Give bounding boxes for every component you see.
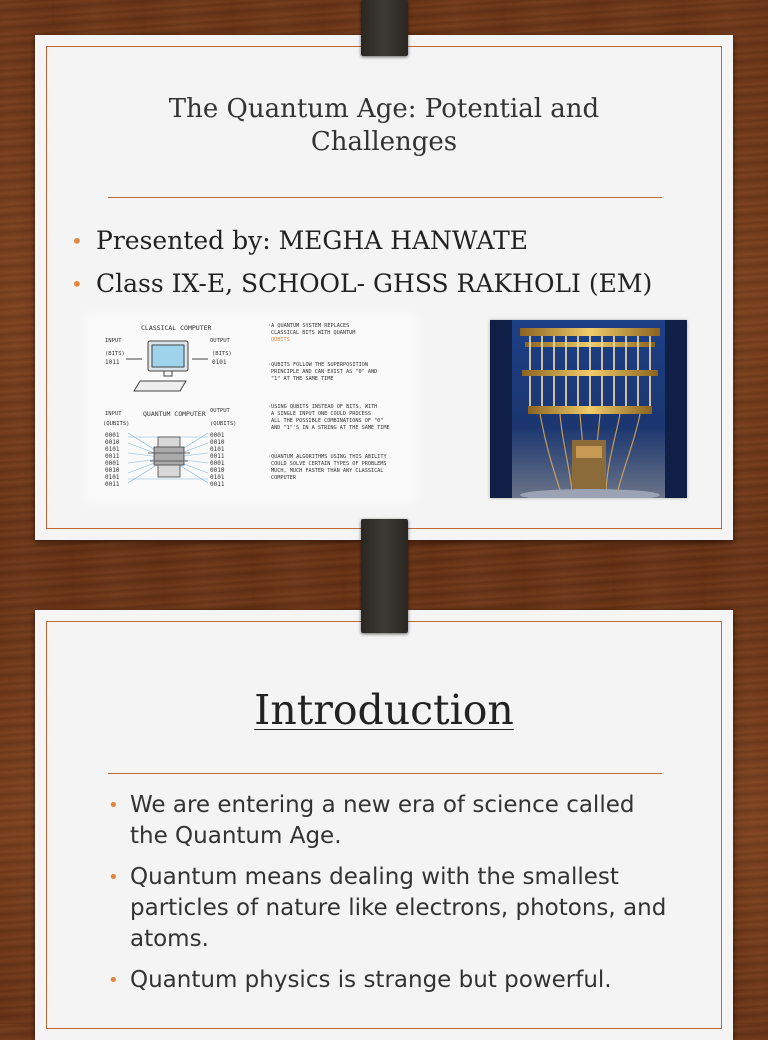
quantum-chip-icon (148, 437, 190, 477)
svg-text:·A QUANTUM SYSTEM REPLACES: ·A QUANTUM SYSTEM REPLACES (268, 323, 350, 329)
input-label: INPUT (105, 338, 122, 344)
svg-text:0101: 0101 (105, 474, 120, 481)
svg-text:·QUBITS FOLLOW THE SUPERPOSITI: ·QUBITS FOLLOW THE SUPERPOSITION (268, 362, 368, 368)
svg-text:CLASSICAL BITS WITH QUANTUM: CLASSICAL BITS WITH QUANTUM (271, 330, 356, 336)
svg-text:AND "1"'S IN A STRING AT THE S: AND "1"'S IN A STRING AT THE SAME TIME (271, 425, 390, 431)
binder-clip (361, 519, 408, 633)
svg-text:0001: 0001 (105, 460, 120, 467)
svg-text:0011: 0011 (105, 453, 120, 460)
svg-text:0010: 0010 (210, 439, 225, 446)
bullet-text: Quantum means dealing with the smallest particles of nature like electrons, photons, and atoms. (130, 864, 667, 952)
title-divider (108, 773, 662, 774)
slide-2 (35, 610, 733, 1040)
svg-text:0011: 0011 (210, 453, 225, 460)
bullet-text: Quantum physics is strange but powerful. (130, 967, 612, 993)
bits-label: (BITS) (105, 351, 125, 357)
classical-vs-quantum-sketch (90, 319, 412, 497)
quantum-output-values (210, 432, 225, 488)
svg-text:"1" AT THE SAME TIME: "1" AT THE SAME TIME (271, 376, 334, 382)
bullet-icon: • (108, 795, 119, 816)
slide-title: Introduction (254, 686, 514, 734)
bullet-text: Class IX-E, SCHOOL- GHSS RAKHOLI (EM) (96, 269, 653, 298)
bullet-icon: • (71, 272, 83, 296)
input-label: INPUT (105, 411, 122, 417)
svg-text:0101: 0101 (210, 446, 225, 453)
svg-text:0010: 0010 (105, 467, 120, 474)
svg-text:0001: 0001 (210, 460, 225, 467)
computer-icon (126, 341, 208, 391)
svg-text:0011: 0011 (105, 481, 120, 488)
output-label: OUTPUT (210, 338, 230, 344)
quantum-computer-photo (490, 320, 687, 498)
svg-text:0101: 0101 (105, 446, 120, 453)
qubits-label: (QUBITS) (103, 421, 130, 427)
sketch-notes (268, 323, 390, 481)
classical-label: CLASSICAL COMPUTER (141, 324, 212, 332)
slide-1 (35, 35, 733, 540)
svg-text:QUBITS: QUBITS (271, 337, 290, 343)
bullet-list (108, 790, 668, 1006)
bullet-item (108, 790, 668, 852)
bullet-text: Presented by: MEGHA HANWATE (96, 226, 528, 255)
svg-text:0001: 0001 (210, 432, 225, 439)
svg-text:0011: 0011 (210, 481, 225, 488)
svg-text:ALL THE POSSIBLE COMBINATIONS: ALL THE POSSIBLE COMBINATIONS OF "0" (271, 418, 384, 424)
svg-text:·QUANTUM ALGORITHMS USING THIS: ·QUANTUM ALGORITHMS USING THIS ABILITY (268, 454, 387, 460)
classical-output-value: 0101 (212, 359, 227, 366)
svg-text:COMPUTER: COMPUTER (271, 475, 296, 481)
bullet-icon: • (108, 970, 119, 991)
binder-clip (361, 0, 408, 56)
svg-text:PRINCIPLE AND CAN EXIST AS "0": PRINCIPLE AND CAN EXIST AS "0" AND (271, 369, 378, 375)
qubits-label: (QUBITS) (210, 421, 237, 427)
svg-text:0010: 0010 (105, 439, 120, 446)
quantum-label: QUANTUM COMPUTER (143, 410, 206, 418)
bullet-item (71, 223, 652, 266)
svg-text:0010: 0010 (210, 467, 225, 474)
svg-text:0101: 0101 (210, 474, 225, 481)
quantum-input-values (105, 432, 120, 488)
bullet-text: We are entering a new era of science called the Quantum Age. (130, 792, 635, 849)
svg-text:A SINGLE INPUT ONE COULD PROCE: A SINGLE INPUT ONE COULD PROCESS (271, 411, 371, 417)
title-divider (108, 197, 662, 198)
svg-text:MUCH, MUCH FASTER THAN ANY CLA: MUCH, MUCH FASTER THAN ANY CLASSICAL (271, 468, 384, 474)
bullet-item (71, 266, 652, 309)
bullet-item (108, 862, 668, 955)
slide-title: The Quantum Age: Potential and Challenges (168, 94, 600, 157)
bits-label: (BITS) (212, 351, 232, 357)
svg-text:COULD SOLVE CERTAIN TYPES OF P: COULD SOLVE CERTAIN TYPES OF PROBLEMS (271, 461, 387, 467)
svg-text:0001: 0001 (105, 432, 120, 439)
bullet-icon: • (71, 229, 83, 253)
bullet-list (71, 223, 652, 309)
bullet-icon: • (108, 867, 119, 888)
bullet-item (108, 965, 668, 996)
output-label: OUTPUT (210, 408, 230, 414)
classical-input-value: 1011 (105, 359, 120, 366)
svg-text:·USING QUBITS INSTEAD OF BITS,: ·USING QUBITS INSTEAD OF BITS, WITH (268, 404, 378, 410)
